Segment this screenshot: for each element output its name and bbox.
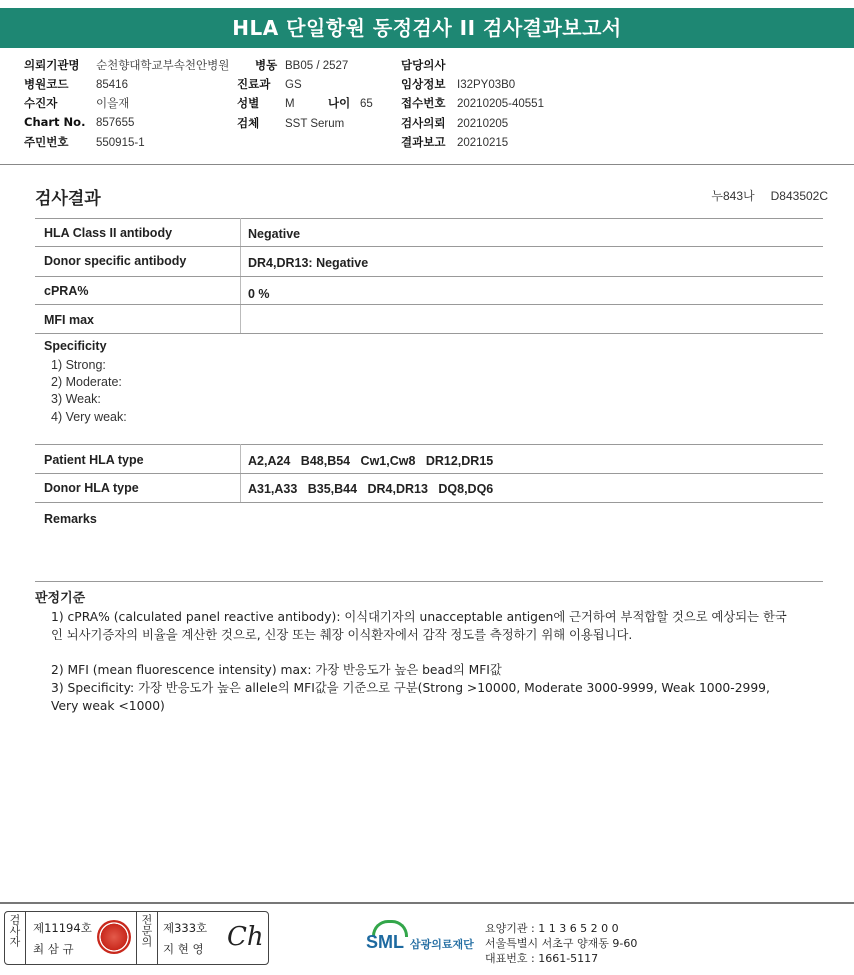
criteria-item: 3) Specificity: 가장 반응도가 높은 allele의 MFI값을 기준으로 구분(Strong >10000, Moderate 3000-9999, Weak 1000-2999, Very weak <1000) <box>51 681 770 713</box>
row-value-dsa: DR4,DR13: Negative <box>248 256 369 270</box>
address: 서울특별시 서초구 양재동 9-60 <box>485 937 638 950</box>
row-value-donor-hla: A31,A33 B35,B44 DR4,DR13 DQ8,DQ6 <box>248 482 494 496</box>
specialist-name: 지 현 영 <box>163 942 204 956</box>
signature-icon: Ch <box>227 922 264 952</box>
row-label-dsa: Donor specific antibody <box>44 254 187 268</box>
info-ward: 병동 BB05 / 2527 <box>255 58 349 72</box>
table-line <box>35 304 823 305</box>
org-name: 삼광의료재단 <box>410 938 474 951</box>
box-separator <box>136 912 137 964</box>
info-request-date: 검사의뢰 20210205 <box>401 116 509 130</box>
specificity-item: 4) Very weak: <box>51 410 127 424</box>
specificity-item: 1) Strong: <box>51 358 106 372</box>
row-value-cpra: 0 % <box>248 287 270 301</box>
examiner-license: 제11194호 <box>33 921 92 935</box>
divider <box>0 164 854 165</box>
examiner-name: 최 삼 규 <box>33 942 74 956</box>
row-label-donor-hla: Donor HLA type <box>44 481 139 495</box>
table-line <box>35 218 823 219</box>
table-line <box>35 581 823 582</box>
seal-stamp-icon <box>97 920 131 954</box>
remarks-title: Remarks <box>44 512 97 526</box>
criteria-item: 2) MFI (mean fluorescence intensity) max: 가장 반응도가 높은 bead의 MFI값 <box>51 663 502 677</box>
row-label-class2: HLA Class II antibody <box>44 226 173 240</box>
info-report-date: 결과보고 20210215 <box>401 135 509 149</box>
table-line <box>35 502 823 503</box>
report-title: HLA 단일항원 동정검사 II 검사결과보고서 <box>0 8 854 48</box>
results-codes <box>695 187 828 204</box>
info-sex: 성별 M <box>237 96 295 110</box>
examiner-label: 검사자 <box>8 914 21 947</box>
results-title: 검사결과 <box>35 189 101 209</box>
table-line <box>35 246 823 247</box>
table-line <box>35 444 823 445</box>
row-value-class2: Negative <box>248 227 301 241</box>
info-clinical: 임상정보 I32PY03B0 <box>401 77 516 91</box>
result-code-1: 누843나 <box>711 189 755 203</box>
specificity-item: 3) Weak: <box>51 392 101 406</box>
table-line <box>35 333 823 334</box>
institution-code: 요양기관 : 1 1 3 6 5 2 0 0 <box>485 922 619 935</box>
info-doctor: 담당의사 <box>401 58 446 72</box>
logo-text: SML <box>366 932 404 952</box>
phone: 대표번호 : 1661-5117 <box>485 952 599 965</box>
specificity-title: Specificity <box>44 339 107 353</box>
info-chart-no: Chart No. 857655 <box>24 115 135 129</box>
box-separator <box>25 912 26 964</box>
table-line <box>35 276 823 277</box>
footer-divider <box>0 902 854 904</box>
criteria-item: 1) cPRA% (calculated panel reactive antibody): 이식대기자의 unacceptable antigen에 근거하여 부적합할 것으로 예상되는 한국인 뇌사기증자의 비율을 계산한 것으로, 신장 또는 췌장 이식환자에서 감작 정도를 측정하기 위해 이용됩니다. <box>51 610 787 642</box>
row-value-patient-hla: A2,A24 B48,B54 Cw1,Cw8 DR12,DR15 <box>248 454 494 468</box>
info-hospital-code: 병원코드 85416 <box>24 77 128 91</box>
info-resident-no: 주민번호 550915-1 <box>24 135 145 149</box>
result-code-2: D843502C <box>770 189 828 203</box>
row-label-mfi: MFI max <box>44 313 95 327</box>
info-requesting-org: 의뢰기관명 순천향대학교부속천안병원 <box>24 58 230 72</box>
box-separator <box>157 912 158 964</box>
criteria-title: 판정기준 <box>35 591 86 606</box>
info-specimen: 검체 SST Serum <box>237 116 345 130</box>
signature-box <box>4 911 269 965</box>
specialist-license: 제333호 <box>163 921 208 935</box>
row-label-patient-hla: Patient HLA type <box>44 453 144 467</box>
info-age: 나이 65 <box>328 96 373 110</box>
specialist-label: 전문의 <box>140 914 153 947</box>
info-accession-no: 접수번호 20210205-40551 <box>401 96 544 110</box>
row-label-cpra: cPRA% <box>44 284 89 298</box>
table-line <box>35 473 823 474</box>
specificity-item: 2) Moderate: <box>51 375 122 389</box>
info-patient: 수진자 이을재 <box>24 96 130 110</box>
info-department: 진료과 GS <box>237 77 302 91</box>
